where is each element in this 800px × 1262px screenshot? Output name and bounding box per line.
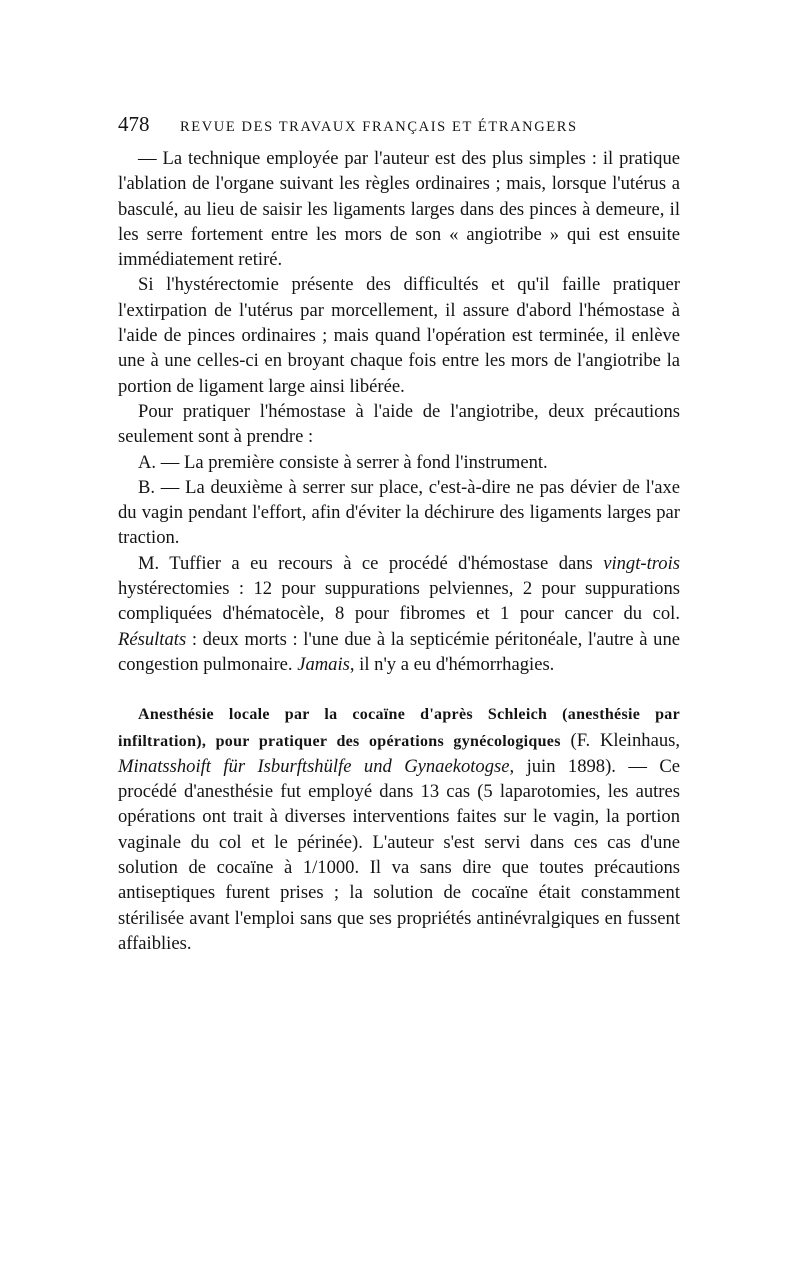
tuffier-middle: hystérectomies : 12 pour suppurations pelviennes, 2 pour suppurations compliquées d'hématocèle, 8 pour fibromes et 1 pour cancer du col. (118, 578, 680, 625)
tuffier-end: , il n'y a eu d'hémorrhagies. (349, 653, 555, 675)
page-number: 478 (118, 112, 150, 136)
running-head (118, 112, 680, 142)
section-journal: Minatsshoift für Isburftshülfe und Gynaekotogse (118, 755, 510, 777)
section-gap (118, 677, 680, 701)
tuffier-jamais: Jamais (297, 653, 350, 675)
section-anesthesie (118, 701, 680, 956)
section-body: , juin 1898). — Ce procédé d'anesthésie fut employé dans 13 cas (5 laparotomies, les autres opérations ont trait à diverses interventions faites sur le vagin, la portion vaginale du col et le périnée). L'auteur s'est servi dans ces cas d'une solution de cocaïne à 1/1000. Il va sans dire que toutes précautions antiseptiques furent prises ; la solution de cocaïne était constamment stérilisée avant l'emploi sans que ses propriétés antinévralgiques en fussent affaiblies. (118, 755, 680, 954)
section-heading: Anesthésie locale par la cocaïne d'après Schleich (anesthésie par infiltration), pour pratiquer des opérations gynécologiques (118, 706, 680, 750)
paragraph-tuffier (118, 551, 680, 677)
paragraph-technique: — La technique employée par l'auteur est des plus simples : il pratique l'ablation de l'organe suivant les règles ordinaires ; mais, lorsque l'utérus a basculé, au lieu de saisir les ligaments larges dans des pinces à demeure, il les serre fortement entre les mors de son « angiotribe » qui est ensuite immédiatement retiré. (118, 148, 680, 271)
paragraph-point-a: A. — La première consiste à serrer à fond l'instrument. (138, 451, 548, 473)
tuffier-lead: M. Tuffier a eu recours à ce procédé d'hémostase dans (138, 552, 604, 574)
section-author: (F. Kleinhaus, (560, 729, 680, 751)
paragraph-precautions: Pour pratiquer l'hémostase à l'aide de l'angiotribe, deux précautions seulement sont à prendre : (118, 400, 680, 448)
running-title: REVUE DES TRAVAUX FRANÇAIS ET ÉTRANGERS (180, 119, 578, 135)
tuffier-after-resultats: : deux morts : l'une due à la septicémie péritonéale, l'autre à une congestion pulmonaire. (118, 628, 680, 675)
paragraph-hysterectomie: Si l'hystérectomie présente des difficultés et qu'il faille pratiquer l'extirpation de l'utérus par morcellement, il assure d'abord l'hémostase à l'aide de pinces ordinaires ; mais quand l'opération est terminée, il enlève une à une celles-ci en broyant chaque fois entre les mors de l'angiotribe la portion de ligament large ainsi libérée. (118, 274, 680, 397)
page (118, 112, 680, 956)
tuffier-vingt-trois: vingt-trois (603, 552, 680, 574)
tuffier-resultats: Résultats (118, 628, 187, 650)
paragraph-point-b: B. — La deuxième à serrer sur place, c'est-à-dire ne pas dévier de l'axe du vagin pendant l'effort, afin d'éviter la déchirure des ligaments larges par traction. (118, 476, 680, 549)
